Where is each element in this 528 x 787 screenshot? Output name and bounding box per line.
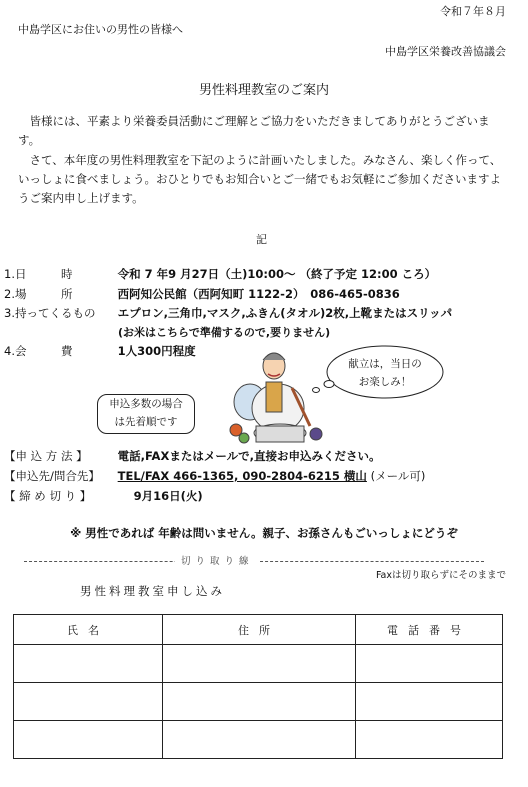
table-row bbox=[14, 645, 503, 683]
page-title: 男性料理教室のご案内 bbox=[198, 83, 329, 98]
detail-label: 1.日 時 bbox=[4, 267, 73, 281]
phone-cell[interactable] bbox=[356, 683, 503, 721]
application-method bbox=[4, 448, 380, 464]
bubble-line: 申込多数の場合 bbox=[109, 398, 183, 410]
detail-label: 4.会 費 bbox=[4, 344, 73, 358]
deadline-label: 【 締 め 切 り 】 bbox=[4, 489, 92, 503]
fax-note: Faxは切り取らずにそのままで bbox=[375, 570, 506, 581]
address-cell[interactable] bbox=[163, 683, 356, 721]
greeting-paragraph: 皆様には、平素より栄養委員活動にご理解とご協力をいただきましてありがとうございます。 bbox=[18, 114, 490, 147]
contact-note: (メール可) bbox=[370, 469, 426, 483]
bubble-line: は先着順です bbox=[114, 416, 178, 428]
name-cell[interactable] bbox=[14, 683, 163, 721]
method-label: 【申 込 方 法 】 bbox=[4, 449, 88, 463]
recipient-text: 中島学区にお住いの男性の皆様へ bbox=[18, 23, 183, 36]
deadline-value: 9月16日(火) bbox=[133, 489, 203, 503]
form-header-row bbox=[14, 615, 503, 645]
cut-line-label: 切り取り線 bbox=[175, 553, 260, 567]
sender-text: 中島学区栄養改善協議会 bbox=[385, 45, 506, 58]
contact-value: TEL/FAX 466-1365, 090-2804-6215 横山 bbox=[117, 469, 367, 483]
column-header-address: 住所 bbox=[163, 615, 356, 645]
phone-cell[interactable] bbox=[356, 645, 503, 683]
detail-fee bbox=[4, 343, 196, 359]
table-row bbox=[14, 683, 503, 721]
detail-bring bbox=[4, 305, 452, 321]
name-cell[interactable] bbox=[14, 721, 163, 759]
phone-cell[interactable] bbox=[356, 721, 503, 759]
detail-value: 令和 7 年9 月27日（土)10:00～ （終了予定 12:00 ころ） bbox=[117, 267, 437, 281]
first-come-bubble bbox=[97, 394, 195, 434]
ki-heading: 記 bbox=[256, 233, 267, 246]
detail-label: 3.持ってくるもの bbox=[4, 306, 96, 320]
detail-bring-note: (お米はこちらで準備するので,要りません) bbox=[118, 326, 331, 339]
contact-label: 【申込先/問合先】 bbox=[4, 469, 100, 483]
address-cell[interactable] bbox=[163, 645, 356, 683]
application-form-table bbox=[13, 614, 503, 759]
column-header-phone: 電話番号 bbox=[356, 615, 503, 645]
date-text: 令和７年８月 bbox=[440, 5, 506, 18]
method-value: 電話,FAXまたはメールで,直接お申込みください。 bbox=[117, 449, 381, 463]
detail-value: 1人300円程度 bbox=[117, 344, 196, 358]
bubble-line: 献立は，当日の bbox=[348, 358, 422, 370]
notice-text: ※ 男性であれば 年齢は問いません。親子、お孫さんもごいっしょにどうぞ bbox=[70, 526, 458, 540]
form-title: 男性料理教室申し込み bbox=[80, 584, 225, 598]
application-deadline bbox=[4, 488, 203, 504]
detail-place bbox=[4, 286, 400, 302]
detail-datetime bbox=[4, 266, 436, 282]
detail-value: 西阿知公民館（西阿知町 1122-2） 086-465-0836 bbox=[117, 287, 400, 301]
detail-label: 2.場 所 bbox=[4, 287, 73, 301]
bubble-line: お楽しみ！ bbox=[358, 376, 412, 388]
name-cell[interactable] bbox=[14, 645, 163, 683]
menu-bubble-text bbox=[336, 355, 434, 391]
address-cell[interactable] bbox=[163, 721, 356, 759]
invitation-paragraph: さて、本年度の男性料理教室を下記のように計画いたしました。みなさん、楽しく作って、いっしょに食べましょう。おひとりでもお知合いとご一緒でもお気軽にご参加くださいますようご案内申し上げます。 bbox=[18, 153, 502, 205]
table-row bbox=[14, 721, 503, 759]
application-contact bbox=[4, 468, 425, 484]
detail-value: エプロン,三角巾,マスク,ふきん(タオル)2枚,上靴またはスリッパ bbox=[117, 306, 453, 320]
column-header-name: 氏名 bbox=[14, 615, 163, 645]
